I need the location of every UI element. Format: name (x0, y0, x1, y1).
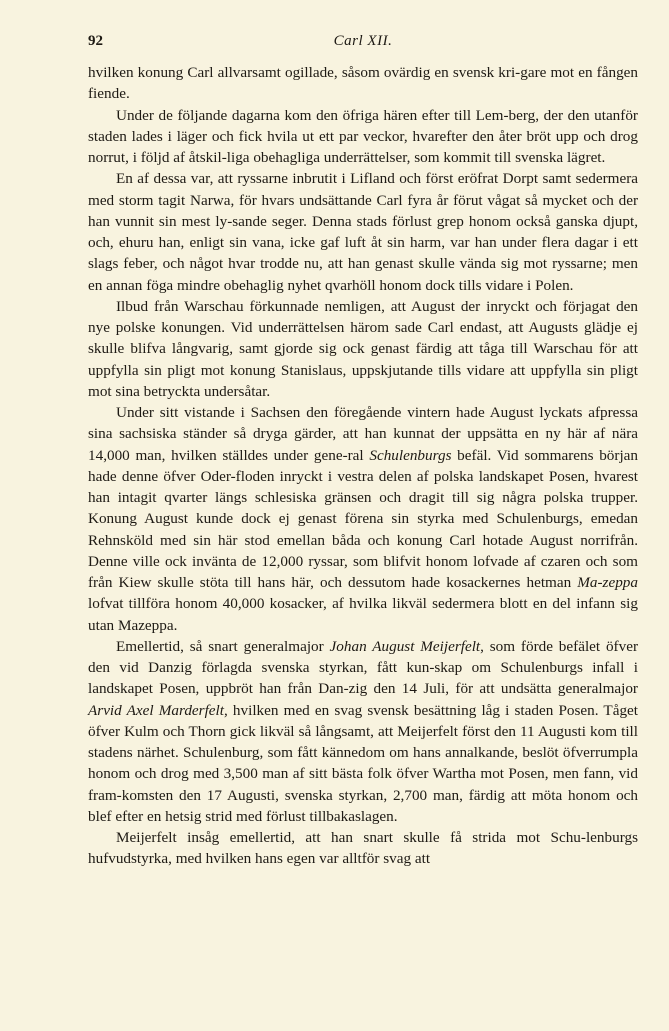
paragraph (88, 62, 638, 105)
text-run: Emellertid, så snart generalmajor (116, 637, 330, 655)
paragraph (88, 105, 638, 169)
italic-name: Ma-zeppa (577, 574, 638, 591)
text-run: Ilbud från Warschau förkunnade nemligen, att August der inryckt och förjagat den nye polske konungen. Vid underrättelsen härom sade Carl endast, att Augusts glädje ej skulle blifva långvarig, samt gjorde sig ock genast färdig att tåga till Warschau för att uppfylla sin pligt mot konung Stanislaus, uppskjutande tills vidare att uppfylla sin pligt mot sina betryckta undersåtar. (88, 297, 638, 400)
paragraph (88, 168, 638, 296)
running-title: Carl XII. (333, 33, 393, 49)
italic-name: Arvid Axel Marderfelt (88, 701, 224, 719)
paragraph (88, 402, 638, 636)
italic-name: Johan August Meijerfelt (329, 637, 481, 655)
text-run: Under sitt vistande i Sachsen den föregående vintern hade August lyckats afpressa sina sachsiska ständer så dryga gärder, att han kunnat der uppsätta en ny här af nära 14,000 man, hvilken ställdes under gene-ral (88, 404, 638, 464)
paragraph (88, 827, 638, 870)
text-run: , som förde befälet öfver den vid Danzig förlagda svenska styrkan, fått kun-skap om Schulenburgs infall i landskapet Posen, uppbröt han från Dan-zig den 14 Juli, för att undsätta generalmajor (88, 637, 639, 698)
text-run: En af dessa var, att ryssarne inbrutit i Lifland och först eröfrat Dorpt samt sedermera med storm tagit Narwa, för hvars undsättande Carl fyra år förut vågat så mycket och der han vunnit sin mest ly-sande seger. Denna stads förlust grep honom också ganska djupt, och, ehuru han, enligt sin vana, icke gaf luft åt sin harm, var han under flera dagar i ett slags feber, och något hvar trodde nu, att han genast skulle vända sig mot ryssarne; men en annan föga mindre obehaglig nyhet qvarhöll honom dock tills vidare i Polen. (88, 170, 638, 294)
page-header (88, 33, 638, 55)
paragraph (88, 636, 638, 827)
text-run: Meijerfelt insåg emellertid, att han snart skulle få strida mot Schu-lenburgs hufvudstyrka, med hvilken hans egen var alltför svag att (88, 829, 638, 868)
body-text (88, 62, 638, 870)
text-run: hvilken konung Carl allvarsamt ogillade, såsom ovärdig en svensk kri-gare mot en fången fiende. (88, 64, 638, 103)
text-run: befäl. Vid sommarens början hade denne öfver Oder-floden inryckt i vestra delen af polska landskapet Posen, hvarest han intagit qvarter längs schlesiska gränsen och dragit till sig några polska trupper. Konung August kunde dock ej genast förena sin styrka med Schulenburgs, emedan Rehnsköld med sin här stod emellan båda och konung Carl hotade August norrifrån. Denne ville ock invänta de 12,000 ryssar, som blifvit honom lofvade af czaren och som från Kiew skulle stöta till hans här, och dessutom hade kosackernes hetman (88, 446, 639, 591)
italic-name: Schulenburgs (369, 446, 452, 464)
paragraph (88, 296, 638, 402)
text-run: lofvat tillföra honom 40,000 kosacker, af hvilka likväl sedermera blott en del infann sig utan Mazeppa. (88, 595, 638, 634)
text-run: Under de följande dagarna kom den öfriga hären efter till Lem-berg, der den utanför staden lades i läger och fick hvila ut ett par veckor, hvarefter den åter bröt upp och drog norrut, i följd af åtskil-liga obehagliga underrättelser, som kommit till svenska lägret. (88, 106, 638, 166)
page-number: 92 (88, 33, 103, 49)
text-run: , hvilken med en svag svensk besättning låg i staden Posen. Tåget öfver Kulm och Thorn gick likväl så långsamt, att Meijerfelt först den 11 Augusti kom till stadens närhet. Schulenburg, som fått kännedom om hans annalkande, beslöt öfverrumpla honom och drog med 3,500 man af sitt bästa folk öfver Wartha mot Posen, men fann, vid fram-komsten den 17 Augusti, svenska styrkan, 2,700 man, färdig att möta honom och blef efter en hetsig strid med förlust tillbakaslagen. (88, 701, 638, 825)
